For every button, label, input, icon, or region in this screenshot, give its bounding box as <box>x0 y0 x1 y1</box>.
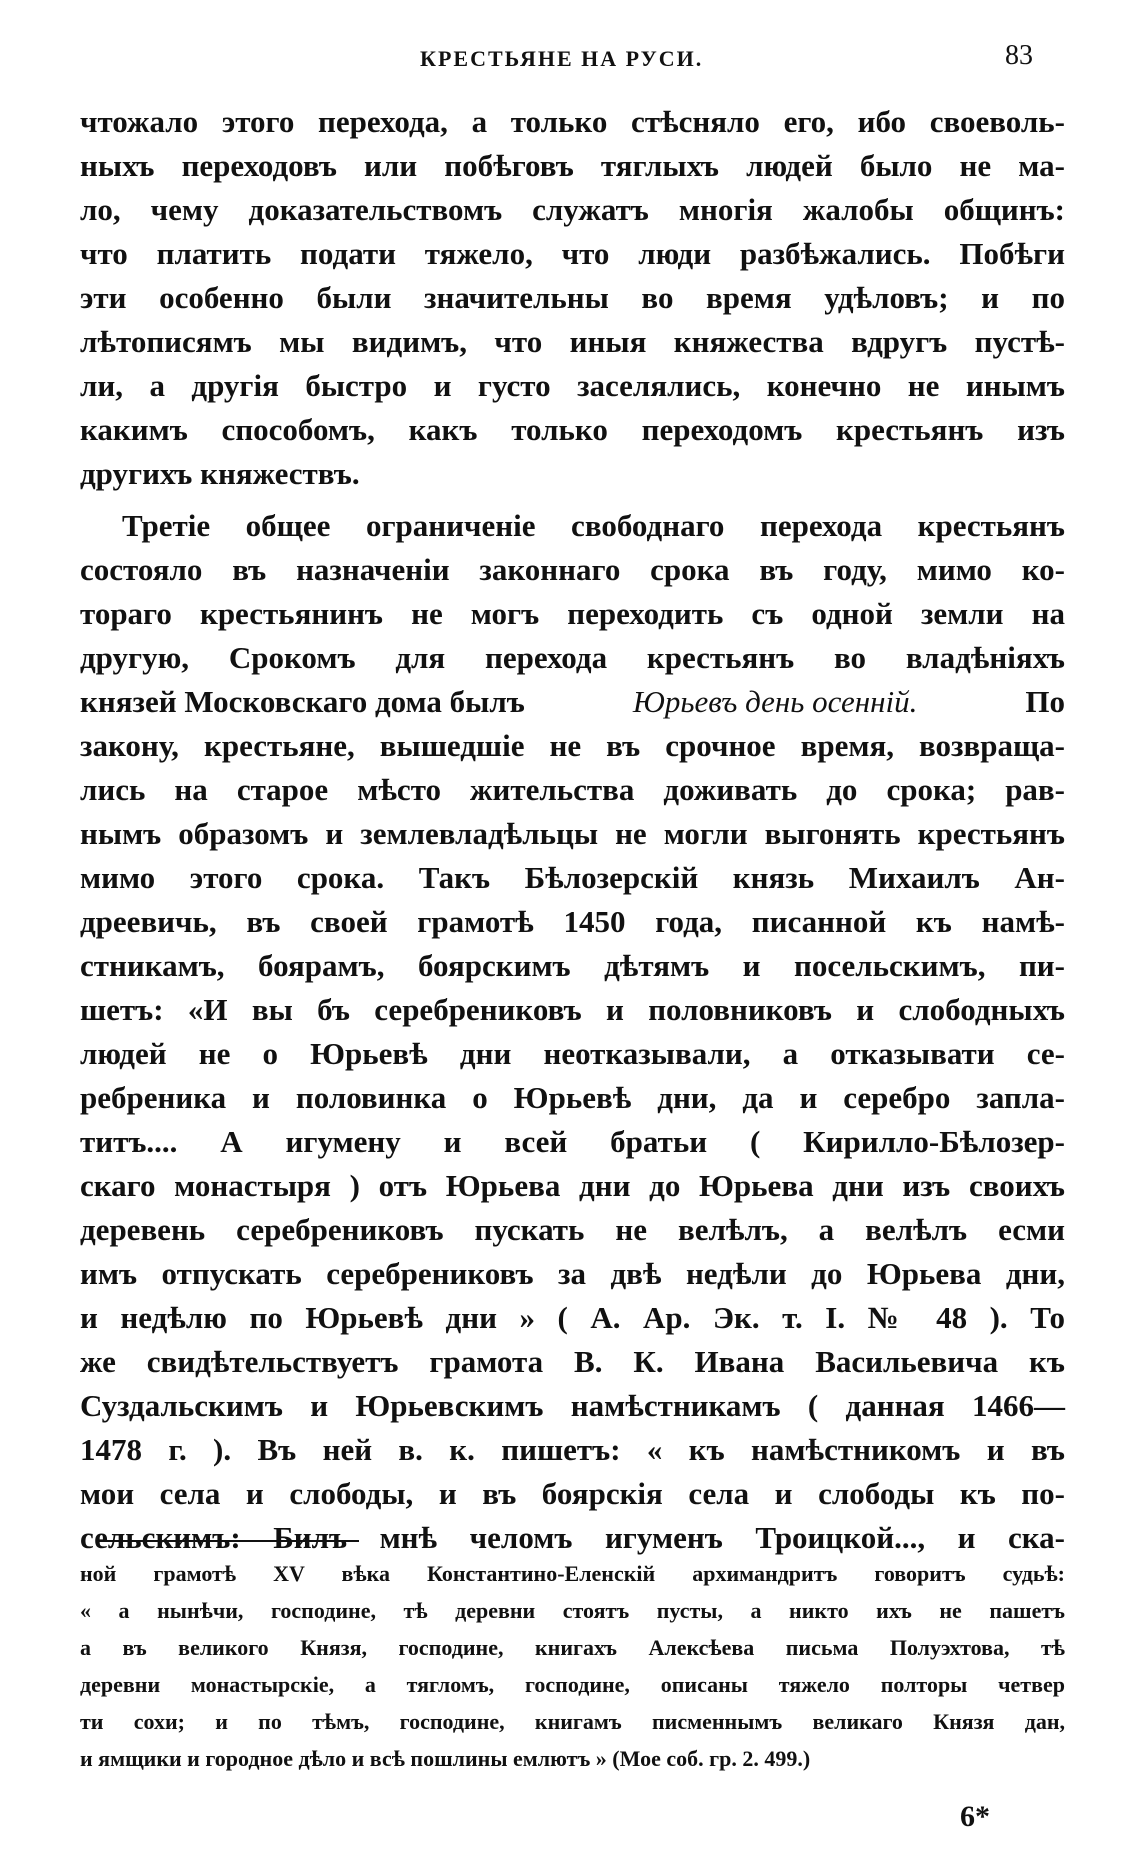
text-line: лѣтописямъ мы видимъ, что иныя княжества вдругъ пустѣ- <box>80 324 1065 359</box>
footnote-divider <box>97 1540 359 1542</box>
text-line: же свидѣтельствуетъ грамота В. К. Ивана Васильевича къ <box>80 1344 1065 1379</box>
text-line: другихъ княжествъ. <box>80 456 360 491</box>
text-line: что платить подати тяжело, что люди разбѣжались. Побѣги <box>80 236 1065 271</box>
text-line: мои села и слободы, и въ боярскія села и слободы къ по- <box>80 1476 1065 1511</box>
running-title: КРЕСТЬЯНЕ НА РУСИ. <box>420 46 704 71</box>
footnote-line: и ямщики и городное дѣло и всѣ пошлины емлютъ » (Мое соб. гр. 2. 499.) <box>80 1746 811 1771</box>
italic-phrase: Юрьевъ день осенній. <box>632 684 918 719</box>
paragraph-start: Третіе общее ограниченіе свободнаго перехода крестьянъ <box>122 508 1065 543</box>
text-line: состояло въ назначеніи законнаго срока въ году, мимо ко- <box>80 552 1065 587</box>
text-line: другую, Срокомъ для перехода крестьянъ во владѣніяхъ <box>80 640 1065 675</box>
text-line: нымъ образомъ и землевладѣльцы не могли выгонять крестьянъ <box>80 816 1065 851</box>
text-line: стникамъ, боярамъ, боярскимъ дѣтямъ и посельскимъ, пи- <box>80 948 1065 983</box>
text-line: чтожало этого перехода, а только стѣсняло его, ибо своеволь- <box>80 104 1065 139</box>
text-line: закону, крестьяне, вышедшіе не въ срочное время, возвраща- <box>80 728 1065 763</box>
text-line: скаго монастыря ) отъ Юрьева дни до Юрьева дни изъ своихъ <box>80 1168 1065 1203</box>
text-line: Суздальскимъ и Юрьевскимъ намѣстникамъ ( данная 1466— <box>80 1388 1065 1423</box>
footnote <box>80 1555 1065 1777</box>
text-line: эти особенно были значительны во время удѣловъ; и по <box>80 280 1065 315</box>
footnote-line: ти сохи; и по тѣмъ, господине, книгамъ писменнымъ великаго Князя дан, <box>80 1709 1065 1734</box>
text-line: титъ.... А игумену и всей братьи ( Кирилло-Бѣлозер- <box>80 1124 1065 1159</box>
text-line: ребреника и половинка о Юрьевѣ дни, да и серебро запла- <box>80 1080 1065 1115</box>
text-line: шетъ: «И вы бъ серебрениковъ и половниковъ и слободныхъ <box>80 992 1065 1027</box>
text-fragment: По <box>1025 684 1065 719</box>
text-line: ли, а другія быстро и густо заселялись, конечно не инымъ <box>80 368 1065 403</box>
text-line: людей не о Юрьевѣ дни неотказывали, а отказывати се- <box>80 1036 1065 1071</box>
text-line: дреевичь, въ своей грамотѣ 1450 года, писанной къ намѣ- <box>80 904 1065 939</box>
footnote-line: деревни монастырскіе, а тягломъ, господине, описаны тяжело полторы четвер <box>80 1672 1065 1697</box>
page-number: 83 <box>1005 40 1033 71</box>
text-line: какимъ способомъ, какъ только переходомъ крестьянъ изъ <box>80 412 1065 447</box>
text-line-with-italic <box>80 680 1065 724</box>
text-line: тораго крестьянинъ не могъ переходить съ одной земли на <box>80 596 1065 631</box>
text-line: сельскимъ: Билъ мнѣ челомъ игуменъ Троицкой..., и ска- <box>80 1520 1065 1555</box>
text-line: 1478 г. ). Въ ней в. к. пишетъ: « къ намѣстникомъ и въ <box>80 1432 1065 1467</box>
text-line: деревень серебрениковъ пускать не велѣлъ, а велѣлъ есми <box>80 1212 1065 1247</box>
main-text <box>80 100 1065 1560</box>
text-line: лись на старое мѣсто жительства доживать до срока; рав- <box>80 772 1065 807</box>
running-head <box>0 40 1140 80</box>
text-line: имъ отпускать серебрениковъ за двѣ недѣли до Юрьева дни, <box>80 1256 1065 1291</box>
footnote-line: ной грамотѣ XV вѣка Константино-Еленскій архимандритъ говоритъ судьѣ: <box>80 1561 1065 1586</box>
text-line: и недѣлю по Юрьевѣ дни » ( А. Ар. Эк. т. I. № 48 ). То <box>80 1300 1065 1335</box>
text-fragment: князей Московскаго дома былъ <box>80 684 525 719</box>
signature-mark: 6* <box>960 1800 990 1833</box>
text-line: мимо этого срока. Такъ Бѣлозерскій князь Михаилъ Ан- <box>80 860 1065 895</box>
text-line: ныхъ переходовъ или побѣговъ тяглыхъ людей было не ма- <box>80 148 1065 183</box>
footnote-line: а въ великого Князя, господине, книгахъ Алексѣева письма Полуэхтова, тѣ <box>80 1635 1065 1660</box>
text-line: ло, чему доказательствомъ служатъ многія жалобы общинъ: <box>80 192 1065 227</box>
footnote-line: « а нынѣчи, господине, тѣ деревни стоятъ пусты, а никто ихъ не пашетъ <box>80 1598 1065 1623</box>
